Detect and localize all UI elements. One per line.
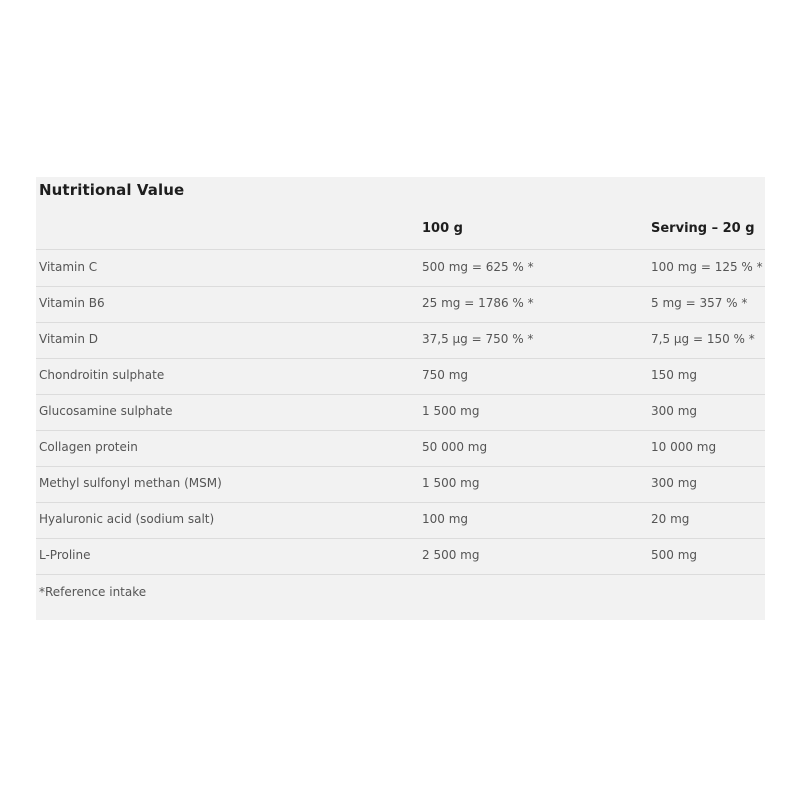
value-per-100g: 100 mg — [422, 512, 469, 526]
table-row — [36, 286, 765, 323]
table-row — [36, 502, 765, 539]
value-per-100g: 750 mg — [422, 368, 469, 382]
nutrient-name: L-Proline — [39, 548, 91, 562]
value-per-100g: 25 mg = 1786 % * — [422, 296, 534, 310]
table-row — [36, 538, 765, 575]
nutrient-name: Vitamin B6 — [39, 296, 105, 310]
value-per-100g: 37,5 µg = 750 % * — [422, 332, 534, 346]
table-title: Nutritional Value — [39, 181, 185, 199]
nutrient-name: Collagen protein — [39, 440, 138, 454]
value-per-100g: 1 500 mg — [422, 476, 480, 490]
nutrient-name: Methyl sulfonyl methan (MSM) — [39, 476, 222, 490]
reference-intake-footnote: *Reference intake — [39, 585, 147, 599]
nutrient-name: Hyaluronic acid (sodium salt) — [39, 512, 215, 526]
header-per-serving: Serving – 20 g — [651, 221, 755, 236]
table-row — [36, 430, 765, 467]
header-per-100g: 100 g — [422, 221, 463, 236]
value-per-serving: 500 mg — [651, 548, 698, 562]
value-per-100g: 1 500 mg — [422, 404, 480, 418]
value-per-100g: 500 mg = 625 % * — [422, 260, 534, 274]
value-per-100g: 50 000 mg — [422, 440, 488, 454]
value-per-serving: 300 mg — [651, 476, 698, 490]
value-per-100g: 2 500 mg — [422, 548, 480, 562]
value-per-serving: 300 mg — [651, 404, 698, 418]
table-row — [36, 358, 765, 395]
value-per-serving: 20 mg — [651, 512, 690, 526]
table-header-row — [36, 213, 765, 250]
table-row — [36, 466, 765, 503]
nutrient-name: Glucosamine sulphate — [39, 404, 173, 418]
value-per-serving: 150 mg — [651, 368, 698, 382]
nutrient-name: Vitamin D — [39, 332, 99, 346]
value-per-serving: 100 mg = 125 % * — [651, 260, 763, 274]
nutrition-table — [36, 177, 765, 620]
table-row — [36, 322, 765, 359]
value-per-serving: 10 000 mg — [651, 440, 717, 454]
nutrient-name: Vitamin C — [39, 260, 98, 274]
nutrient-name: Chondroitin sulphate — [39, 368, 165, 382]
value-per-serving: 7,5 µg = 150 % * — [651, 332, 755, 346]
table-row — [36, 250, 765, 287]
value-per-serving: 5 mg = 357 % * — [651, 296, 748, 310]
table-row — [36, 394, 765, 431]
